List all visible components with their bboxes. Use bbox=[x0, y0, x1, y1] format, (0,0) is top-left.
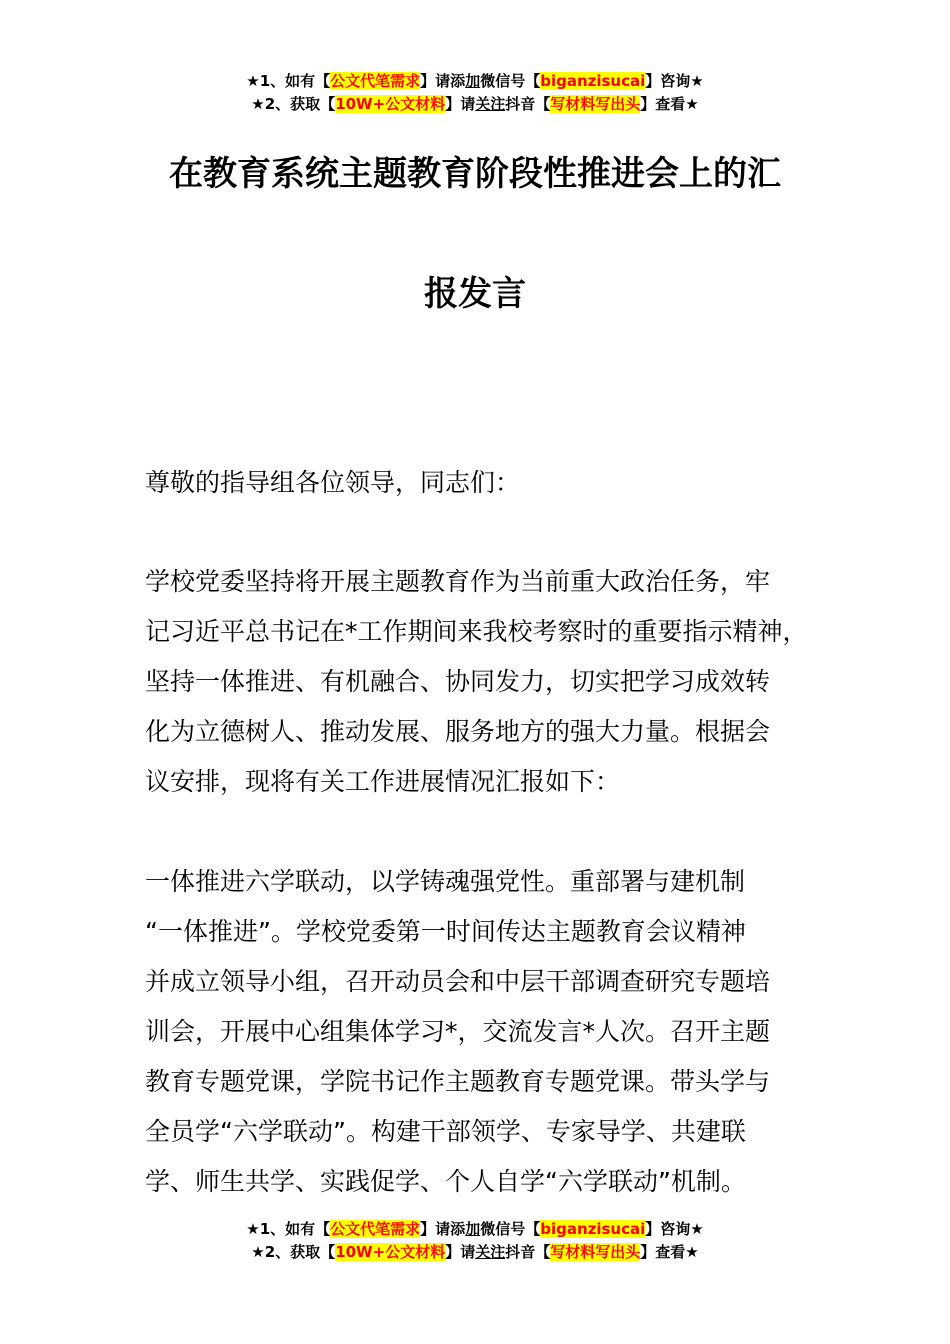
promo-text: ★1、如有【 bbox=[246, 72, 331, 90]
paragraph-2-line: 一体推进六学联动，以学铸魂强党性。重部署与建机制 bbox=[145, 867, 746, 896]
paragraph-1-line: 化为立德树人、推动发展、服务地方的强大力量。根据会 bbox=[145, 717, 771, 746]
promo-underlined: 加 bbox=[465, 72, 481, 90]
salutation: 尊敬的指导组各位领导，同志们： bbox=[145, 468, 521, 497]
paragraph-1-line: 记习近平总书记在*工作期间来我校考察时的重要指示精神， bbox=[145, 617, 808, 646]
promo-text: 抖音【 bbox=[505, 95, 551, 113]
promo-underlined: 关注 bbox=[475, 95, 506, 113]
promo-highlight: 公文代笔需求 bbox=[330, 1220, 421, 1238]
promo-text: 】查看★ bbox=[640, 1243, 699, 1261]
paragraph-1-line: 学校党委坚持将开展主题教育作为当前重大政治任务，牢 bbox=[145, 567, 771, 596]
promo-text: 】咨询★ bbox=[645, 72, 704, 90]
paragraph-2-line: 全员学“六学联动”。构建干部领学、专家导学、共建联 bbox=[145, 1117, 746, 1146]
promo-text: 抖音【 bbox=[505, 1243, 551, 1261]
paragraph-2-line: 并成立领导小组，召开动员会和中层干部调查研究专题培 bbox=[145, 967, 771, 996]
promo-text: 】请添 bbox=[420, 1220, 466, 1238]
paragraph-2-line: 教育专题党课，学院书记作主题教育专题党课。带头学与 bbox=[145, 1067, 771, 1096]
promo-highlight: biganzisucai bbox=[540, 1220, 646, 1238]
promo-text: 】请添 bbox=[420, 72, 466, 90]
promo-text: ★2、获取【 bbox=[251, 95, 336, 113]
promo-highlight: 公文代笔需求 bbox=[330, 72, 421, 90]
promo-underlined: 关注 bbox=[475, 1243, 506, 1261]
promo-line-1 bbox=[0, 70, 950, 93]
promo-line-2 bbox=[0, 93, 950, 116]
promo-text: 微信号【 bbox=[480, 1220, 541, 1238]
promo-text: 】请 bbox=[445, 1243, 476, 1261]
promo-text: 】请 bbox=[445, 95, 476, 113]
promo-line-2 bbox=[0, 1241, 950, 1264]
promo-highlight: 写材料写出头 bbox=[550, 1243, 641, 1261]
paragraph-2-line: “一体推进”。学校党委第一时间传达主题教育会议精神 bbox=[145, 917, 746, 946]
promo-footer-bottom bbox=[0, 1218, 950, 1264]
promo-header-top bbox=[0, 70, 950, 116]
paragraph-2-line: 学、师生共学、实践促学、个人自学“六学联动”机制。 bbox=[145, 1167, 746, 1196]
paragraph-1-line: 议安排，现将有关工作进展情况汇报如下： bbox=[145, 767, 621, 796]
promo-underlined: 加 bbox=[465, 1220, 481, 1238]
promo-highlight: 10W+公文材料 bbox=[335, 95, 446, 113]
promo-text: 】查看★ bbox=[640, 95, 699, 113]
paragraph-2-line: 训会，开展中心组集体学习*，交流发言*人次。召开主题 bbox=[145, 1017, 771, 1046]
promo-text: 微信号【 bbox=[480, 72, 541, 90]
promo-highlight: 10W+公文材料 bbox=[335, 1243, 446, 1261]
document-title-line-2: 报发言 bbox=[424, 274, 526, 314]
promo-highlight: 写材料写出头 bbox=[550, 95, 641, 113]
promo-line-1 bbox=[0, 1218, 950, 1241]
document-title-line-1: 在教育系统主题教育阶段性推进会上的汇 bbox=[169, 154, 781, 194]
promo-text: ★1、如有【 bbox=[246, 1220, 331, 1238]
paragraph-1-line: 坚持一体推进、有机融合、协同发力，切实把学习成效转 bbox=[145, 667, 771, 696]
promo-highlight: biganzisucai bbox=[540, 72, 646, 90]
promo-text: 】咨询★ bbox=[645, 1220, 704, 1238]
promo-text: ★2、获取【 bbox=[251, 1243, 336, 1261]
